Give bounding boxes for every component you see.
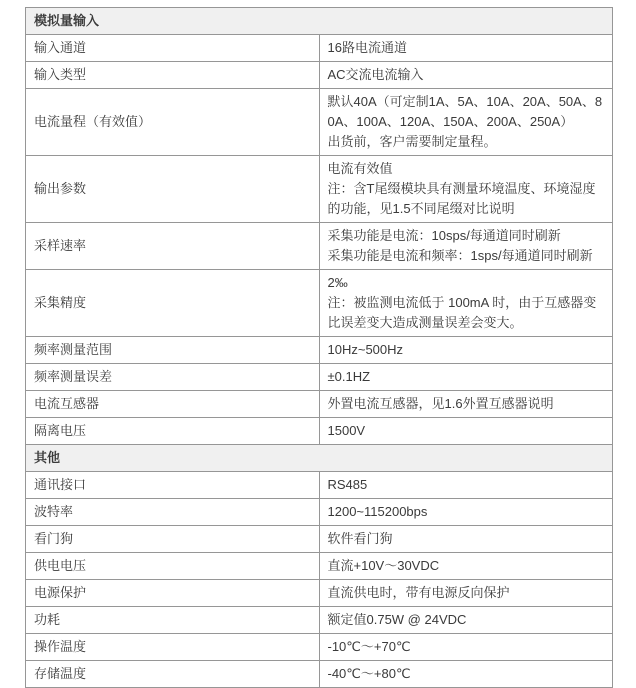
spec-label: 供电电压 xyxy=(26,553,320,580)
spec-value-line: RS485 xyxy=(327,477,368,492)
spec-table-body xyxy=(26,8,613,688)
spec-value xyxy=(319,337,613,364)
table-row xyxy=(26,526,613,553)
spec-value-line: 直流供电时，带有电源反向保护 xyxy=(327,585,510,600)
table-row xyxy=(26,35,613,62)
spec-sheet xyxy=(25,7,613,688)
table-row xyxy=(26,418,613,445)
spec-value-line: 直流+10V～30VDC xyxy=(327,558,440,573)
spec-label: 输入通道 xyxy=(26,35,320,62)
spec-label: 电源保护 xyxy=(26,580,320,607)
spec-label: 操作温度 xyxy=(26,634,320,661)
spec-value-line: 10Hz~500Hz xyxy=(327,342,404,357)
spec-value-line: 默认40A（可定制1A、5A、10A、20A、50A、80A、100A、120A、150A、200A、250A） xyxy=(327,94,603,129)
table-row xyxy=(26,156,613,223)
table-row xyxy=(26,62,613,89)
spec-value-line: 1200~115200bps xyxy=(327,504,428,519)
spec-value xyxy=(319,62,613,89)
spec-label: 电流互感器 xyxy=(26,391,320,418)
table-row xyxy=(26,553,613,580)
section-title: 其他 xyxy=(26,445,613,472)
table-row xyxy=(26,472,613,499)
spec-label: 看门狗 xyxy=(26,526,320,553)
spec-value-line: 额定值0.75W @ 24VDC xyxy=(327,612,467,627)
spec-value xyxy=(319,418,613,445)
spec-value-line: 16路电流通道 xyxy=(327,40,407,55)
spec-label: 波特率 xyxy=(26,499,320,526)
spec-table xyxy=(25,7,613,688)
spec-label: 采样速率 xyxy=(26,223,320,270)
spec-label: 频率测量范围 xyxy=(26,337,320,364)
spec-value-line: -10℃～+70℃ xyxy=(327,639,411,654)
section-title: 模拟量输入 xyxy=(26,8,613,35)
spec-label: 隔离电压 xyxy=(26,418,320,445)
spec-value xyxy=(319,472,613,499)
spec-value xyxy=(319,223,613,270)
spec-label: 采集精度 xyxy=(26,270,320,337)
table-row xyxy=(26,661,613,688)
spec-label: 输入类型 xyxy=(26,62,320,89)
spec-value-line: 采集功能是电流和频率：1sps/每通道同时刷新 xyxy=(327,248,593,263)
table-row xyxy=(26,391,613,418)
table-row xyxy=(26,270,613,337)
table-row xyxy=(26,364,613,391)
spec-value xyxy=(319,156,613,223)
spec-value-line: 电流有效值 xyxy=(327,161,393,176)
spec-value xyxy=(319,553,613,580)
spec-value xyxy=(319,634,613,661)
table-row xyxy=(26,337,613,364)
spec-value-line: 外置电流互感器，见1.6外置互感器说明 xyxy=(327,396,554,411)
spec-value-line: 注：被监测电流低于 100mA 时，由于互感器变比误差变大造成测量误差会变大。 xyxy=(327,295,597,330)
table-row xyxy=(26,580,613,607)
spec-value-line: 1500V xyxy=(327,423,366,438)
table-row xyxy=(26,634,613,661)
spec-value xyxy=(319,35,613,62)
table-row xyxy=(26,89,613,156)
spec-value-line: 软件看门狗 xyxy=(327,531,393,546)
spec-value xyxy=(319,270,613,337)
spec-value xyxy=(319,526,613,553)
spec-value xyxy=(319,607,613,634)
spec-label: 输出参数 xyxy=(26,156,320,223)
table-row xyxy=(26,223,613,270)
table-row xyxy=(26,607,613,634)
spec-label: 频率测量误差 xyxy=(26,364,320,391)
table-row xyxy=(26,499,613,526)
spec-label: 电流量程（有效值） xyxy=(26,89,320,156)
spec-value xyxy=(319,499,613,526)
spec-value xyxy=(319,89,613,156)
spec-value xyxy=(319,364,613,391)
spec-value xyxy=(319,391,613,418)
spec-value xyxy=(319,580,613,607)
spec-value-line: -40℃～+80℃ xyxy=(327,666,411,681)
spec-label: 功耗 xyxy=(26,607,320,634)
spec-value-line: 2‰ xyxy=(327,275,348,290)
spec-value-line: AC交流电流输入 xyxy=(327,67,424,82)
spec-value xyxy=(319,661,613,688)
section-header-row xyxy=(26,8,613,35)
spec-value-line: 注：含T尾缀模块具有测量环境温度、环境湿度的功能，见1.5不同尾缀对比说明 xyxy=(327,181,596,216)
spec-value-line: 采集功能是电流：10sps/每通道同时刷新 xyxy=(327,228,561,243)
spec-value-line: 出货前，客户需要制定量程。 xyxy=(327,134,497,149)
spec-value-line: ±0.1HZ xyxy=(327,369,371,384)
spec-label: 存储温度 xyxy=(26,661,320,688)
spec-label: 通讯接口 xyxy=(26,472,320,499)
section-header-row xyxy=(26,445,613,472)
